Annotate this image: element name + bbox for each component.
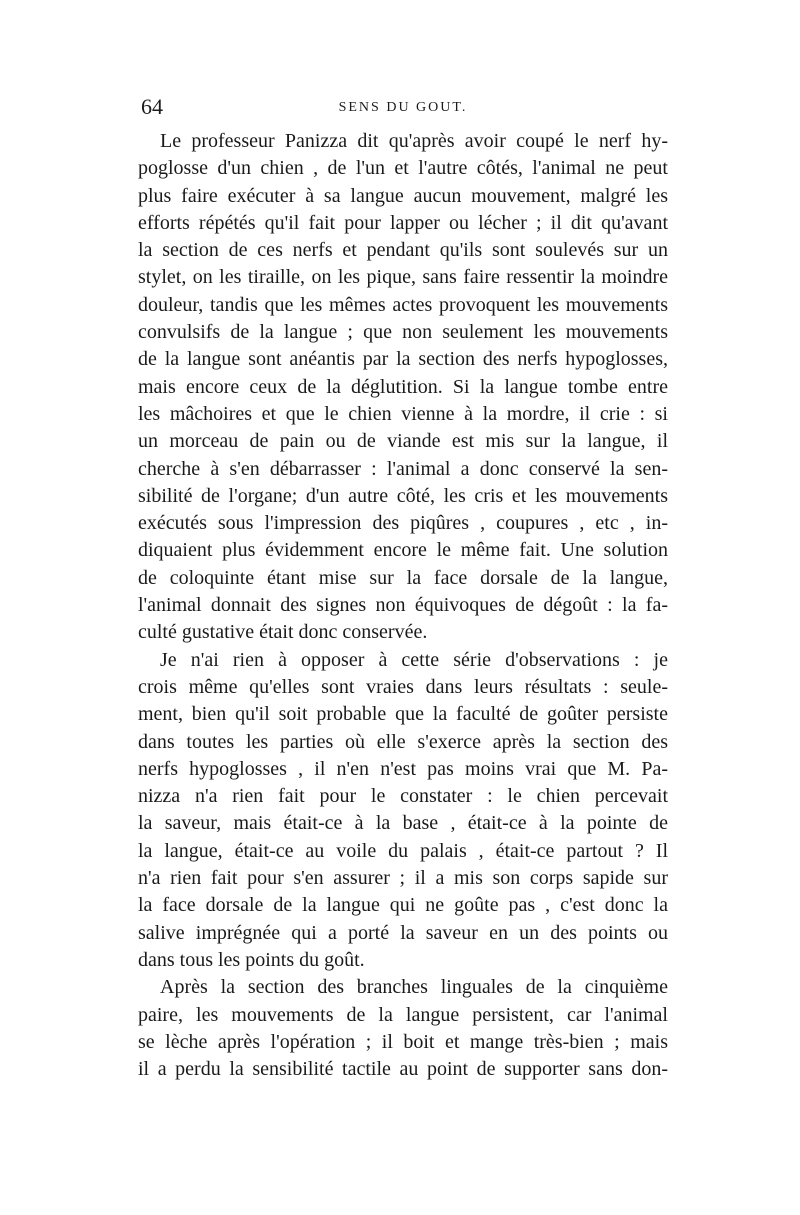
text-line: il a perdu la sensibilité tactile au point de supporter sans don- — [138, 1058, 668, 1081]
text-line: se lèche après l'opération ; il boit et mange très-bien ; mais — [138, 1030, 668, 1053]
text-line: Le professeur Panizza dit qu'après avoir coupé le nerf hy- — [160, 130, 668, 152]
page-header — [138, 94, 668, 122]
paragraph-2 — [138, 647, 668, 975]
text-line: stylet, on les tiraille, on les pique, sans faire ressentir la moindre — [138, 266, 668, 289]
text-line: la face dorsale de la langue qui ne goûte pas , c'est donc la — [138, 894, 668, 917]
text-line: douleur, tandis que les mêmes actes provoquent les mouvements — [138, 293, 668, 316]
text-line: ment, bien qu'il soit probable que la faculté de goûter persiste — [138, 703, 668, 726]
text-line: poglosse d'un chien , de l'un et l'autre côtés, l'animal ne peut — [138, 157, 668, 180]
page-number: 64 — [141, 94, 163, 119]
text-line: dans toutes les parties où elle s'exerce après la section des — [138, 730, 668, 753]
text-line: Après la section des branches linguales de la cinquième — [160, 976, 668, 999]
text-line: Je n'ai rien à opposer à cette série d'observations : je — [160, 648, 668, 671]
text-line: un morceau de pain ou de viande est mis sur la langue, il — [138, 430, 668, 453]
paragraph-3 — [138, 974, 668, 1083]
paragraph-1 — [138, 128, 668, 647]
text-line: de la langue sont anéantis par la section des nerfs hypoglosses, — [138, 348, 668, 371]
text-line: les mâchoires et que le chien vienne à la mordre, il crie : si — [138, 402, 668, 425]
text-line: l'animal donnait des signes non équivoques de dégoût : la fa- — [138, 594, 668, 617]
text-line: salive imprégnée qui a porté la saveur en un des points ou — [138, 921, 668, 944]
body-text — [138, 128, 668, 1083]
text-line: efforts répétés qu'il fait pour lapper ou lécher ; il dit qu'avant — [138, 211, 668, 234]
text-line: la section de ces nerfs et pendant qu'ils sont soulevés sur un — [138, 239, 668, 262]
text-line: paire, les mouvements de la langue persistent, car l'animal — [138, 1003, 668, 1026]
text-line: la saveur, mais était-ce à la base , était-ce à la pointe de — [138, 812, 668, 835]
text-line: plus faire exécuter à sa langue aucun mouvement, malgré les — [138, 184, 668, 207]
text-line: nerfs hypoglosses , il n'en n'est pas moins vrai que M. Pa- — [138, 757, 668, 780]
text-line: convulsifs de la langue ; que non seulement les mouvements — [138, 321, 668, 344]
text-line: dans tous les points du goût. — [138, 948, 365, 971]
running-head: SENS DU GOUT. — [338, 100, 468, 115]
text-line: la langue, était-ce au voile du palais , était-ce partout ? Il — [138, 839, 668, 862]
text-line: de coloquinte étant mise sur la face dorsale de la langue, — [138, 566, 668, 589]
text-line: exécutés sous l'impression des piqûres , coupures , etc , in- — [138, 512, 668, 535]
text-line: culté gustative était donc conservée. — [138, 621, 428, 644]
text-line: diquaient plus évidemment encore le même fait. Une solution — [138, 539, 668, 562]
text-line: mais encore ceux de la déglutition. Si la langue tombe entre — [138, 375, 668, 398]
text-line: nizza n'a rien fait pour le constater : le chien percevait — [138, 785, 668, 808]
text-line: n'a rien fait pour s'en assurer ; il a mis son corps sapide sur — [138, 867, 668, 890]
text-line: sibilité de l'organe; d'un autre côté, les cris et les mouvements — [138, 484, 668, 507]
text-line: cherche à s'en débarrasser : l'animal a donc conservé la sen- — [138, 457, 668, 480]
text-line: crois même qu'elles sont vraies dans leurs résultats : seule- — [138, 675, 668, 698]
